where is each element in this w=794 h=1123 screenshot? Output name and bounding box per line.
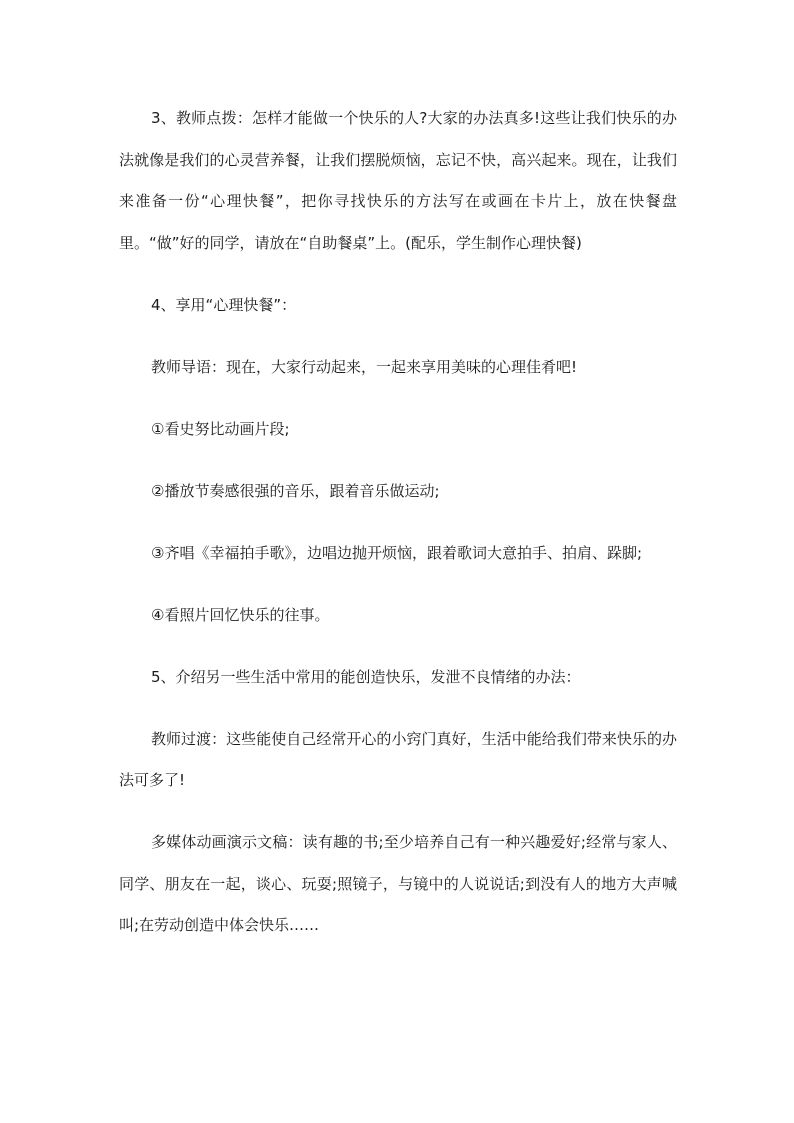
list-item-4: ④看照片回忆快乐的往事。 xyxy=(151,605,330,624)
paragraph-teacher-intro: 教师导语：现在，大家行动起来，一起来享用美味的心理佳肴吧! xyxy=(151,357,578,376)
list-item-1: ①看史努比动画片段; xyxy=(151,419,290,438)
list-item-3: ③齐唱《幸福拍手歌》，边唱边抛开烦恼，跟着歌词大意拍手、拍肩、跺脚; xyxy=(151,543,643,562)
paragraph-step-3: 3、教师点拨：怎样才能做一个快乐的人?大家的办法真多!这些让我们快乐的办法就像是我们的心灵营养餐，让我们摆脱烦恼，忘记不快，高兴起来。现在，让我们来准备一份“心理快餐”，把你寻找快乐的方法写在或画在卡片上，放在快餐盘里。“做”好的同学，请放在“自助餐桌”上。(配乐，学生制作心理快餐) xyxy=(119,109,677,252)
paragraph-multimedia: 多媒体动画演示文稿：读有趣的书;至少培养自己有一种兴趣爱好;经常与家人、同学、朋友在一起，谈心、玩耍;照镜子，与镜中的人说说话;到没有人的地方大声喊叫;在劳动创造中体会快乐…… xyxy=(119,833,677,934)
paragraph-teacher-transition: 教师过渡：这些能使自己经常开心的小窍门真好，生活中能给我们带来快乐的办法可多了! xyxy=(119,729,677,789)
paragraph-step-4-heading: 4、享用“心理快餐”： xyxy=(151,295,297,314)
paragraph-step-5-heading: 5、介绍另一些生活中常用的能创造快乐，发泄不良情绪的办法： xyxy=(151,667,581,686)
document-body xyxy=(119,98,677,947)
list-item-2: ②播放节奏感很强的音乐，跟着音乐做运动; xyxy=(151,481,440,500)
